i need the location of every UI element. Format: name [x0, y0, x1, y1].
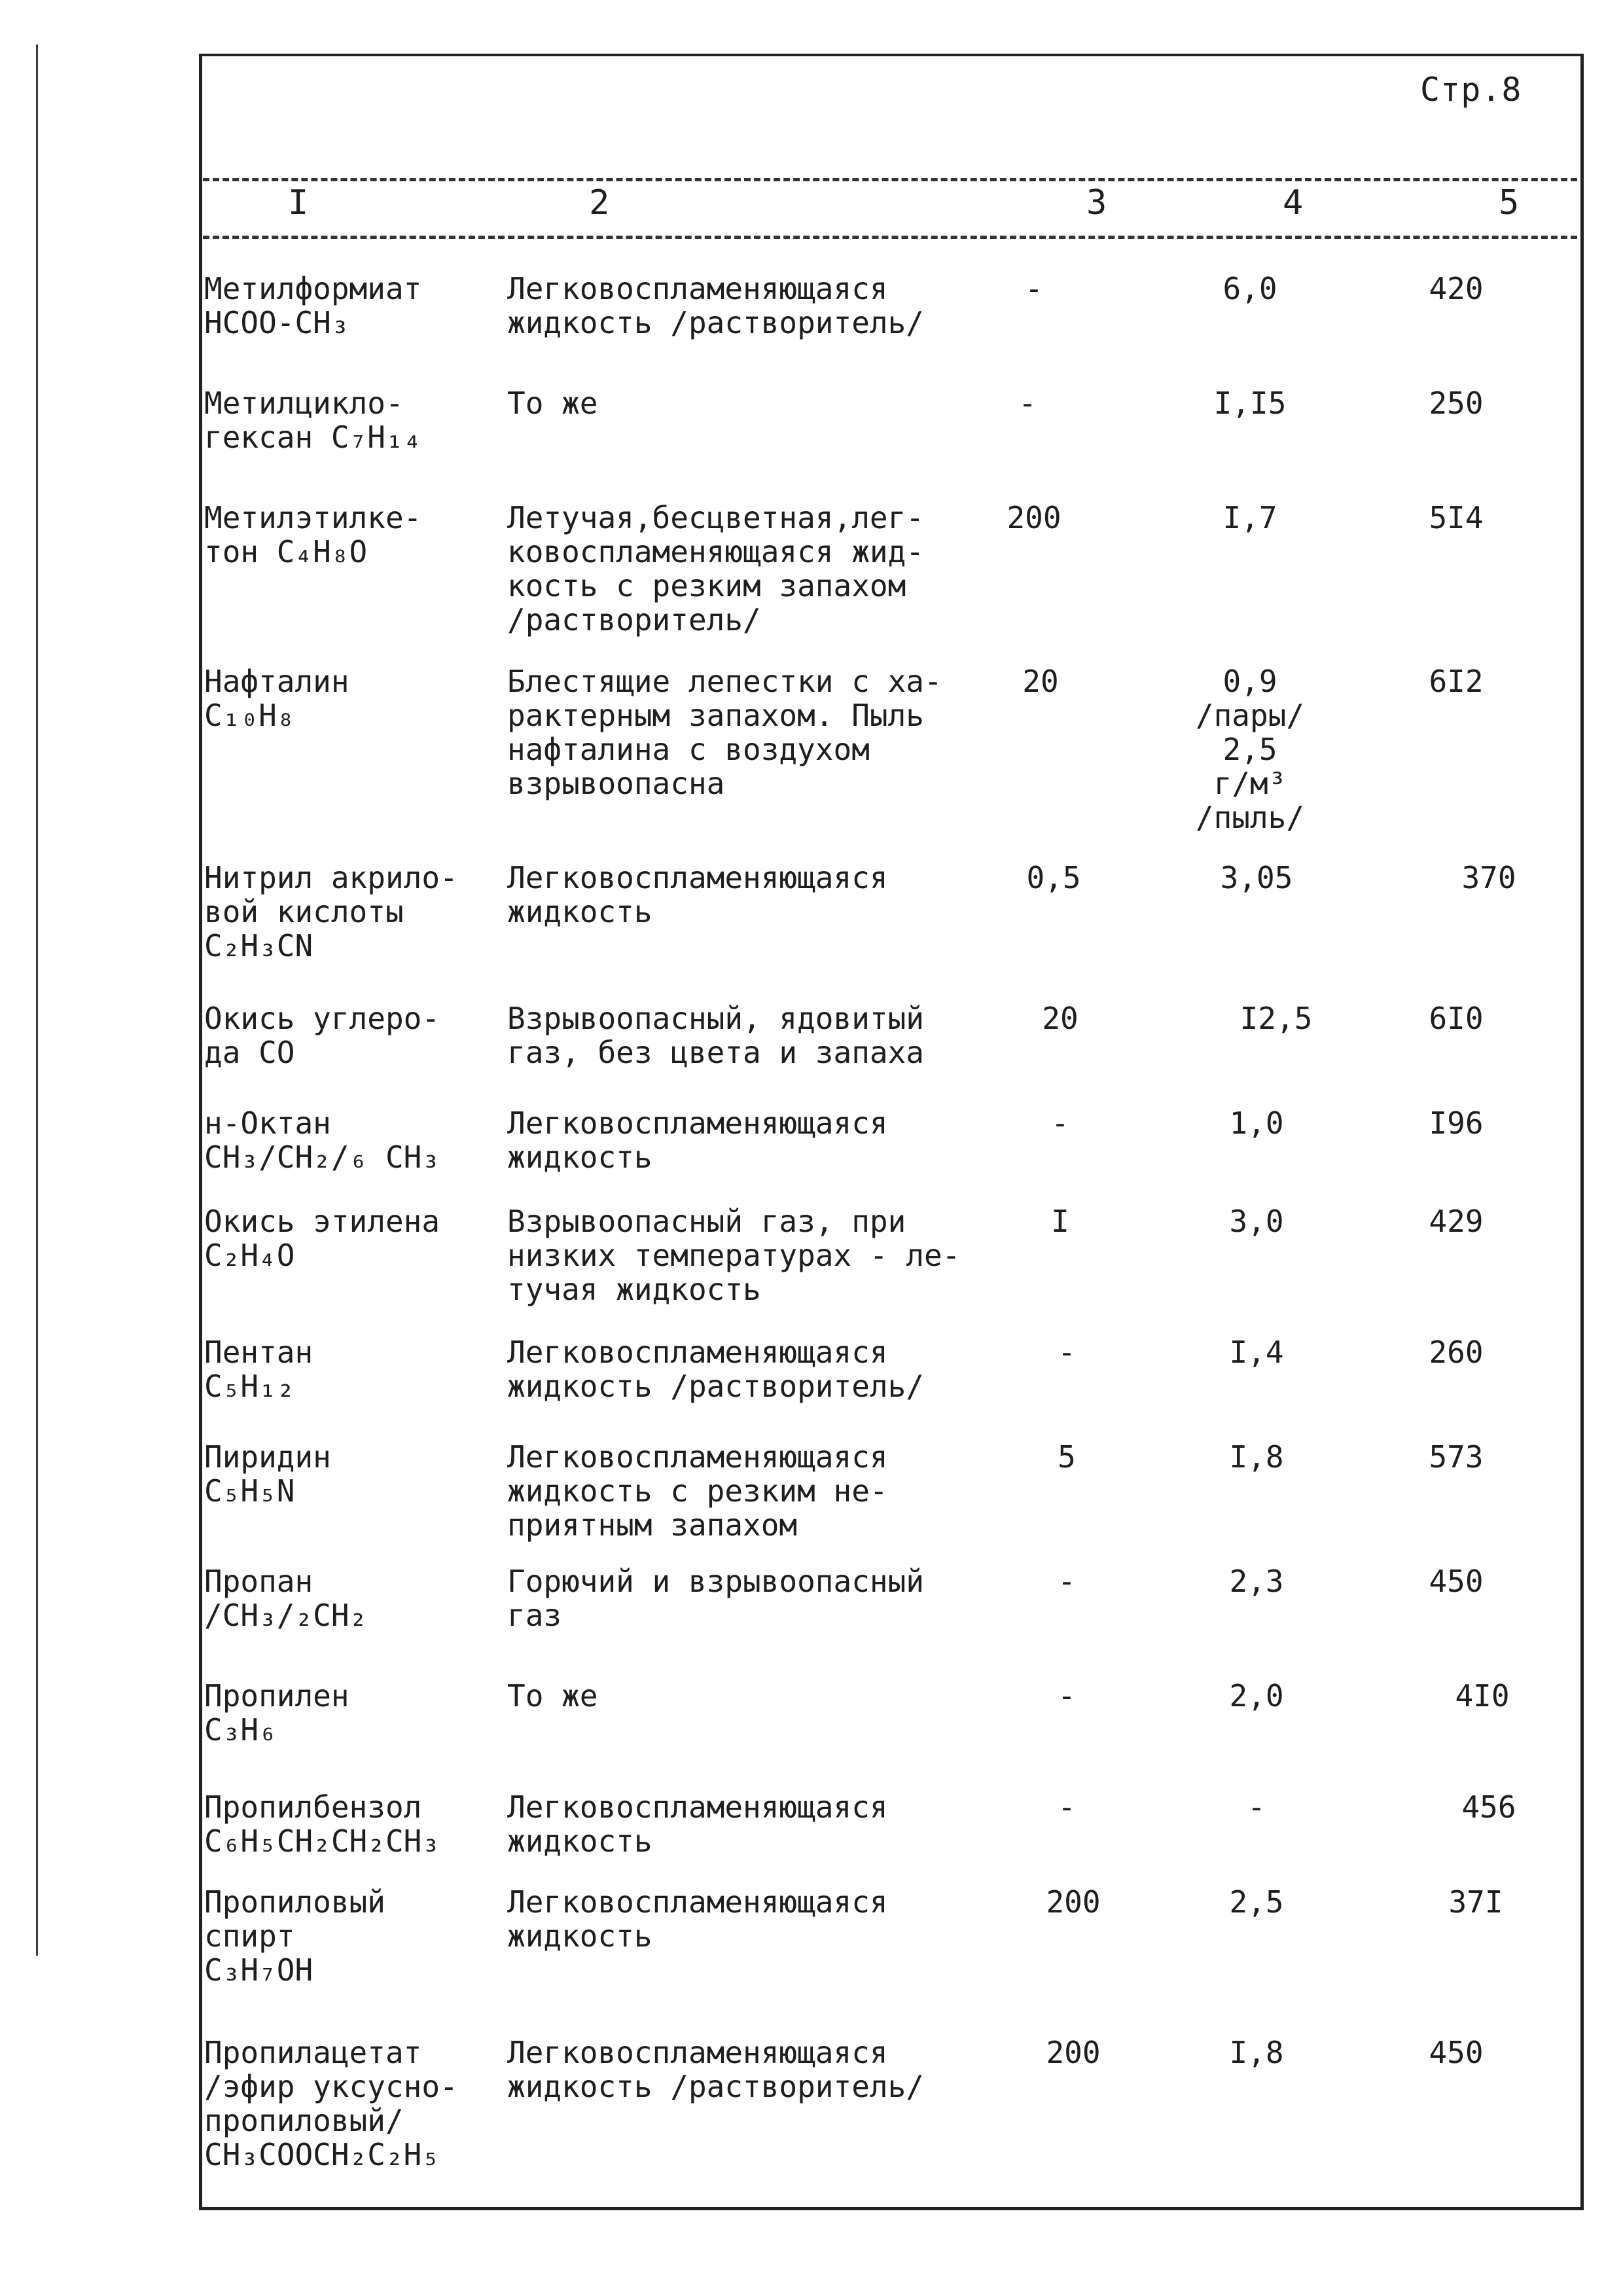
substance-name-line: Пропилбензол [204, 1789, 422, 1825]
column-5-value: 573 [1429, 1439, 1484, 1475]
column-3-value: - [1058, 1564, 1076, 1599]
substance-name [204, 1106, 440, 1174]
substance-name-line: HCOO-CH₃ [204, 305, 349, 340]
substance-description [507, 272, 924, 340]
substance-name [204, 1001, 440, 1069]
description-line: Легковоспламеняющаяся [507, 1335, 888, 1370]
column-3-value: I [1051, 1204, 1069, 1239]
substance-name-line: н-Октан [204, 1105, 331, 1141]
column-5-value: 6I2 [1429, 664, 1484, 699]
column-header-5: 5 [1499, 183, 1520, 223]
description-line: кость с резким запахом [507, 568, 906, 603]
substance-description [507, 1106, 888, 1174]
column-5-value: 6I0 [1429, 1001, 1484, 1036]
description-line: То же [507, 386, 598, 421]
column-5-value: 4I0 [1455, 1678, 1510, 1713]
column-4-line: I,I5 [1213, 386, 1287, 421]
column-5-value: 420 [1429, 271, 1484, 306]
column-4-line: I,4 [1229, 1335, 1284, 1370]
column-3-value: - [1058, 1678, 1076, 1713]
column-header-3: 3 [1086, 183, 1107, 223]
substance-description [507, 861, 888, 929]
column-4-value [1178, 1885, 1335, 1919]
substance-name-line: /CH₃/₂CH₂ [204, 1598, 368, 1633]
description-line: То же [507, 1678, 598, 1713]
column-5-value: 429 [1429, 1204, 1484, 1239]
substance-name-line: вой кислоты [204, 894, 404, 929]
description-line: жидкость [507, 1918, 652, 1954]
substance-name-line: C₃H₇OH [204, 1952, 313, 1988]
substance-name-line: да CO [204, 1035, 295, 1070]
description-line: газ [507, 1598, 562, 1633]
description-line: Горючий и взрывоопасный [507, 1564, 924, 1599]
substance-name-line: Метилэтилке- [204, 500, 422, 535]
description-line: рактерным запахом. Пыль [507, 698, 924, 733]
column-3-value: 20 [1042, 1001, 1079, 1036]
substance-description [507, 1885, 888, 1953]
column-5-value: 450 [1429, 2035, 1484, 2070]
substance-name-line: пропиловый/ [204, 2103, 404, 2138]
substance-name-line: гексан C₇H₁₄ [204, 420, 422, 455]
column-4-value [1171, 664, 1329, 834]
substance-description [507, 1679, 597, 1713]
column-5-value: 456 [1461, 1789, 1516, 1825]
substance-name [204, 2036, 458, 2172]
column-4-line: I,8 [1229, 2035, 1284, 2070]
substance-description [507, 501, 924, 637]
column-3-value: 5 [1058, 1439, 1076, 1475]
column-4-value [1171, 501, 1329, 535]
column-5-value: 370 [1461, 860, 1516, 895]
column-4-value [1171, 386, 1329, 420]
description-line: жидкость [507, 894, 652, 929]
column-4-line: 0,9 [1222, 664, 1277, 699]
description-line: нафталина с воздухом [507, 732, 870, 767]
substance-name-line: Окись этилена [204, 1204, 440, 1239]
substance-name-line: тон C₄H₈O [204, 534, 368, 569]
page-number: Стр.8 [1420, 71, 1522, 109]
column-5-value: I96 [1429, 1105, 1484, 1141]
description-line: Легковоспламеняющаяся [507, 1105, 888, 1141]
column-4-line: 2,3 [1229, 1564, 1284, 1599]
column-5-value: 37I [1448, 1884, 1503, 1920]
column-5-value: 260 [1429, 1335, 1484, 1370]
substance-name-line: Метилформиат [204, 271, 422, 306]
substance-description [507, 1564, 924, 1632]
column-4-line: I,7 [1222, 500, 1277, 535]
column-4-value [1178, 861, 1335, 895]
column-header-4: 4 [1283, 183, 1304, 223]
substance-name [204, 1679, 349, 1747]
substance-name-line: CH₃COOCH₂C₂H₅ [204, 2137, 440, 2172]
substance-name-line: Пропилен [204, 1678, 349, 1713]
column-5-value: 450 [1429, 1564, 1484, 1599]
substance-name-line: C₂H₃CN [204, 928, 313, 963]
substance-name-line: Нитрил акрило- [204, 860, 458, 895]
column-4-line: 2,0 [1229, 1678, 1284, 1713]
column-4-value [1178, 1440, 1335, 1474]
description-line: газ, без цвета и запаха [507, 1035, 924, 1070]
column-4-line: /пыль/ [1195, 800, 1305, 835]
substance-description [507, 1001, 924, 1069]
substance-name-line: Пиридин [204, 1439, 331, 1475]
description-line: Легковоспламеняющаяся [507, 271, 888, 306]
description-line: /растворитель/ [507, 602, 761, 637]
column-4-line: 2,5 [1229, 1884, 1284, 1920]
column-4-line: 6,0 [1222, 271, 1277, 306]
substance-name-line: Окись углеро- [204, 1001, 440, 1036]
column-4-line: 3,05 [1220, 860, 1293, 895]
description-line: Блестящие лепестки с ха- [507, 664, 942, 699]
description-line: жидкость /растворитель/ [507, 1369, 924, 1404]
substance-name [204, 501, 421, 569]
column-3-value: 200 [1046, 1884, 1101, 1920]
substance-name-line: C₂H₄O [204, 1238, 295, 1273]
substance-name-line: C₁₀H₈ [204, 698, 295, 733]
column-4-line: 1,0 [1229, 1105, 1284, 1141]
substance-name [204, 1204, 440, 1272]
substance-name-line: Пентан [204, 1335, 313, 1370]
description-line: приятным запахом [507, 1507, 798, 1543]
substance-name [204, 386, 421, 454]
description-line: Летучая,бесцветная,лег- [507, 500, 924, 535]
substance-name-line: C₃H₆ [204, 1712, 277, 1748]
description-line: низких температурах - ле- [507, 1238, 961, 1273]
column-3-value: 0,5 [1026, 860, 1081, 895]
description-line: Взрывоопасный газ, при [507, 1204, 906, 1239]
substance-description [507, 664, 942, 800]
description-line: жидкость [507, 1139, 652, 1175]
description-line: ковоспламеняющаяся жид- [507, 534, 924, 569]
description-line: Легковоспламеняющаяся [507, 860, 888, 895]
description-line: тучая жидкость [507, 1272, 761, 1307]
substance-name [204, 1790, 440, 1858]
column-3-value: 200 [1046, 2035, 1101, 2070]
column-3-value: - [1051, 1105, 1069, 1141]
substance-name [204, 861, 458, 963]
substance-name-line: Метилцикло- [204, 386, 404, 421]
description-line: взрывоопасна [507, 766, 725, 801]
substance-name-line: CH₃/CH₂/₆ CH₃ [204, 1139, 440, 1175]
substance-name [204, 1335, 313, 1403]
column-4-value [1178, 1790, 1335, 1824]
substance-description [507, 1335, 924, 1403]
column-4-value [1178, 1679, 1335, 1713]
column-4-line: - [1247, 1789, 1266, 1825]
substance-name-line: C₅H₁₂ [204, 1369, 295, 1404]
substance-description [507, 1204, 960, 1306]
column-4-value [1178, 1335, 1335, 1369]
substance-name [204, 272, 421, 340]
substance-name [204, 1885, 385, 1987]
column-header-2: 2 [589, 183, 610, 223]
substance-name-line: спирт [204, 1918, 295, 1954]
description-line: жидкость /растворитель/ [507, 305, 924, 340]
column-4-value [1178, 1564, 1335, 1598]
column-3-value: 200 [1007, 500, 1061, 535]
column-4-line: г/м³ [1213, 766, 1287, 801]
substance-description [507, 2036, 924, 2104]
substance-name-line: C₅H₅N [204, 1473, 295, 1509]
column-4-value [1171, 272, 1329, 306]
substance-name-line: Пропилацетат [204, 2035, 422, 2070]
column-4-line: 3,0 [1229, 1204, 1284, 1239]
substance-description [507, 386, 597, 420]
description-line: Взрывоопасный, ядовитый [507, 1001, 924, 1036]
substance-name-line: /эфир уксусно- [204, 2069, 458, 2104]
header-top-rule [203, 178, 1577, 181]
substance-description [507, 1440, 888, 1542]
substance-name [204, 1440, 331, 1508]
description-line: жидкость /растворитель/ [507, 2069, 924, 2104]
description-line: Легковоспламеняющаяся [507, 1884, 888, 1920]
substance-name [204, 664, 349, 732]
column-4-value [1198, 1001, 1355, 1035]
description-line: Легковоспламеняющаяся [507, 1439, 888, 1475]
column-4-line: /пары/ [1195, 698, 1305, 733]
column-3-value: - [1058, 1789, 1076, 1825]
column-4-line: I2,5 [1240, 1001, 1313, 1036]
substance-name [204, 1564, 367, 1632]
left-margin-line [36, 45, 38, 1956]
column-3-value: - [1018, 386, 1037, 421]
substance-name-line: Нафталин [204, 664, 349, 699]
description-line: жидкость с резким не- [507, 1473, 888, 1509]
column-5-value: 5I4 [1429, 500, 1484, 535]
column-3-value: - [1025, 271, 1043, 306]
substance-name-line: C₆H₅CH₂CH₂CH₃ [204, 1823, 440, 1859]
description-line: Легковоспламеняющаяся [507, 1789, 888, 1825]
column-4-line: 2,5 [1222, 732, 1277, 767]
column-3-value: - [1058, 1335, 1076, 1370]
column-4-value [1178, 1106, 1335, 1140]
description-line: жидкость [507, 1823, 652, 1859]
column-header-1: I [288, 183, 309, 223]
column-5-value: 250 [1429, 386, 1484, 421]
column-4-value [1178, 2036, 1335, 2070]
description-line: Легковоспламеняющаяся [507, 2035, 888, 2070]
column-4-line: I,8 [1229, 1439, 1284, 1475]
substance-name-line: Пропан [204, 1564, 313, 1599]
column-4-value [1178, 1204, 1335, 1238]
substance-name-line: Пропиловый [204, 1884, 385, 1920]
substance-description [507, 1790, 888, 1858]
column-3-value: 20 [1022, 664, 1059, 699]
header-bottom-rule [203, 236, 1577, 239]
